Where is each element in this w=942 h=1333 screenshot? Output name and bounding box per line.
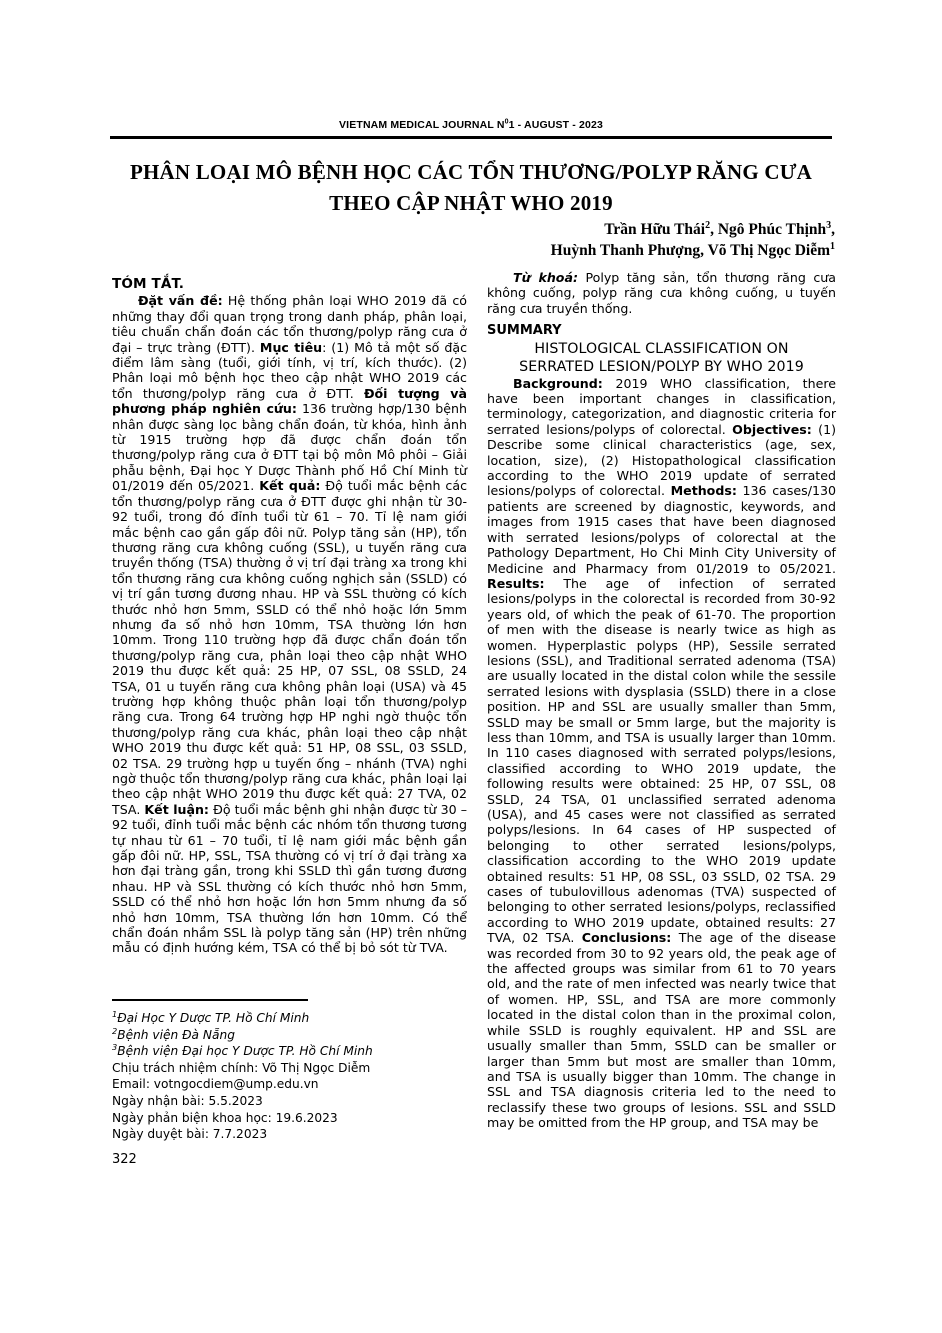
- date-received: Ngày nhận bài: 5.5.2023: [112, 1093, 263, 1108]
- affiliation-1: [112, 1010, 467, 1027]
- header-divider-rule: [110, 136, 832, 139]
- date-accepted: Ngày duyệt bài: 7.7.2023: [112, 1127, 268, 1142]
- footnote-divider-rule: [112, 999, 308, 1001]
- summary-label-objectives: Objectives:: [732, 421, 812, 437]
- running-head: [110, 119, 832, 131]
- summary-title-line-1: HISTOLOGICAL CLASSIFICATION ON: [534, 340, 789, 357]
- abstract-heading-vi: TÓM TẮT.: [112, 276, 185, 292]
- summary-text-results: The age of infection of serrated lesions/polyps in the colorectal is recorded from 30-92 years old, of which the peak of 61-70. The proportion of men with the disease is nearly twice as high as women. Hyperplastic polyps (HP), Sessile serrated lesions (SSL), and Traditional serrated adenoma (TSA) are usually located in the distal colon while the sessile serrated lesions with dysplasia (SSLD) there in a close position. HP and SSL are usually smaller than 5mm, SSLD may be small or 5mm large, but the majority is less than 10mm, and TSA is usually larger than 10mm. In 110 cases diagnosed with serrated polyps/lesions, classified according to WHO 2019 update, the following results were obtained: 25 HP, 07 SSL, 08 SSLD, 24 TSA, 01 unclassified serrated adenoma (USA), and 45 cases were not classified as serrated polyps/lesions. In 64 cases of HP suspected of belonging to other serrated lesions/polyps, classification according to the WHO 2019 update obtained results: 51 HP, 08 SSL, 03 SSLD, 02 TSA. 29 cases of tubulovillous adenomas (TVA) suspected of belonging to other serrated lesions/polyps, reclassified according to WHO 2019 update, obtained results: 27 TVA, 02 TSA.: [487, 575, 836, 946]
- author-list: [487, 219, 835, 261]
- corresponding-author: Chịu trách nhiệm chính: Võ Thị Ngọc Diễm: [112, 1060, 371, 1075]
- affiliation-2-text: Bệnh viện Đà Nẵng: [117, 1027, 235, 1042]
- summary-label-methods: Methods:: [670, 483, 737, 499]
- abstract-label-methods-vi: Đối tượng và phương pháp nghiên cứu:: [112, 385, 467, 417]
- abstract-label-background-vi: Đặt vấn đề:: [138, 293, 223, 309]
- keywords-vi: [487, 270, 836, 316]
- abstract-text-conclusions-vi: Độ tuổi mắc bệnh ghi nhận được từ 30 – 92 tuổi, đỉnh tuổi mắc bệnh các nhóm tổn thương tương tự nhau từ 61 – 70 tuổi, tỉ lệ nam giới mắc bệnh gần gấp đôi nữ. HP, SSL, TSA thường có vị trí ở đại tràng xa hơn đại tràng gần, trong khi SSLD thì gần tương đương nhau. HP và SSL thường có kích thước nhỏ hơn 5mm, SSLD có thể nhỏ hơn hoặc lớn hơn 5mm nhưng đa số nhỏ hơn 10mm, TSA thường lớn hơn 10mm. Có thể chẩn đoán nhầm SSL là polyp tăng sản (HP) trên những mẫu có định hướng kém, TSA có thể bị bỏ sót từ TVA.: [112, 801, 467, 956]
- abstract-label-conclusions-vi: Kết luận:: [144, 801, 209, 817]
- summary-text-background: 2019 WHO classification, there have been important changes in classification, terminology, categorization, and diagnostic criteria for serrated lesions/polyps of colorectal.: [487, 375, 836, 437]
- footnote-block: [112, 1010, 467, 1143]
- affiliation-marker-2: 2: [112, 1025, 118, 1036]
- affiliation-1-text: Đại Học Y Dược TP. Hồ Chí Minh: [117, 1011, 310, 1025]
- article-title-line-2: THEO CẬP NHẬT WHO 2019: [329, 191, 613, 215]
- keywords-label-vi: Từ khoá:: [513, 270, 578, 285]
- summary-text-conclusions: The age of the disease was recorded from 30 to 92 years old, the peak age of the affected groups was similar from 61 to 70 years old, and the rate of men infected was nearly twice that of women. HP, SSL, and TSA are more commonly located in the distal colon than in the proximal colon, while SSLD is roughly equivalent. HP and SSL are usually smaller than 5mm, SSLD can be smaller or larger than 5mm but most are smaller than 10mm, and TSA is usually bigger than 10mm. The change in SSL and TSA diagnosis criteria led to the need to reclassify these two groups of lesions. SSL and SSLD may be omitted from the HP group, and TSA may be: [487, 930, 836, 1131]
- page-number: 322: [112, 1152, 137, 1167]
- corresponding-email[interactable]: Email: votngocdiem@ump.edu.vn: [112, 1077, 319, 1092]
- abstract-text-methods-vi: 136 trường hợp/130 bệnh nhân được sàng lọc bằng chẩn đoán, từ khóa, hình ảnh từ 1915 trường hợp đã được chẩn đoán tổn thương/polyp răng cưa ở ĐTT tại bộ môn Mô phôi – Giải phẫu bệnh, Đại học Y Dược Thành phố Hồ Chí Minh từ 01/2019 đến 05/2021.: [112, 401, 467, 494]
- left-column: [112, 277, 467, 956]
- summary-heading-en: SUMMARY: [487, 323, 562, 339]
- author-line-1-trailing: ,: [831, 221, 835, 238]
- summary-text-objectives: (1) Describe some clinical characteristics (age, sex, location, size), (2) Histopathological classification according to the WHO 2019 update of serrated lesions/polyps of colorectal.: [487, 421, 837, 499]
- affiliation-3-text: Bệnh viện Đại học Y Dược TP. Hồ Chí Minh: [117, 1044, 373, 1059]
- author-affiliation-marker-3: 3: [826, 219, 832, 231]
- summary-label-results: Results:: [487, 575, 545, 591]
- article-title-line-1: PHÂN LOẠI MÔ BỆNH HỌC CÁC TỔN THƯƠNG/POLYP RĂNG CƯA: [129, 160, 813, 184]
- summary-body-en: [487, 376, 836, 1131]
- page-title: [110, 157, 832, 219]
- abstract-text-results-vi: Độ tuổi mắc bệnh các tổn thương/polyp răng cưa ở ĐTT được ghi nhận từ 30-92 tuổi, trong đó đỉnh tuổi từ 61 – 70. Tỉ lệ nam giới mắc bệnh cao gần gấp đôi nữ. Polyp tăng sản (HP), tổn thương răng cưa không cuống (SSL), u tuyến răng cưa truyền thống (TSA) thường ở vị trí đại tràng xa trong khi tổn thương răng cưa không cuống nghịch sản (SSLD) có vị trí gần tương đương nhau. HP và SSL thường có kích thước nhỏ hơn 5mm, SSLD có thể nhỏ hoặc lớn 5mm nhưng đa số nhỏ hơn 10mm, TSA thường lớn hơn 10mm. Trong 110 trường hợp đã được chẩn đoán tổn thương/polyp răng cưa, phân loại theo cập nhật WHO 2019 thu được kết quả: 25 HP, 07 SSL, 08 SSLD, 24 TSA, 01 u tuyến răng cưa không phân loại (USA) và 45 trường hợp không thuộc phân loại tổn thương/polyp răng cưa. Trong 64 trường hợp HP nghi ngờ thuộc tổn thương/polyp răng cưa khác, phân loại theo cập nhật WHO 2019 thu được kết quả: 51 HP, 08 SSL, 03 SSLD, 02 TSA. 29 trường hợp u tuyến ống – nhánh (TVA) nghi ngờ thuộc tổn thương/polyp răng cưa khác, phân loại lại theo cập nhật WHO 2019 thu được kết quả: 27 TVA, 02 TSA.: [112, 478, 467, 817]
- summary-title-en: [487, 340, 836, 376]
- author-name-2: , Ngô Phúc Thịnh: [710, 221, 827, 238]
- abstract-label-results-vi: Kết quả:: [259, 478, 321, 494]
- affiliation-marker-1: 1: [112, 1008, 118, 1019]
- abstract-text-objectives-vi: : (1) Mô tả một số đặc điểm lâm sàng (tuổi, giới tính, vị trí, kích thước). (2) Phân loại mô bệnh học theo cập nhật WHO 2019 các tổn thương/polyp răng cưa ở ĐTT.: [112, 339, 467, 401]
- author-name-3-4: Huỳnh Thanh Phượng, Võ Thị Ngọc Diễm: [550, 242, 830, 259]
- running-head-superscript: 0: [504, 118, 509, 126]
- summary-label-conclusions: Conclusions:: [581, 930, 672, 946]
- summary-text-methods: 136 cases/130 patients are screened by diagnostic, keywords, and images from 1915 cases that have been diagnosed with serrated lesions/polyps of colorectal at the Pathology Department, Ho Chi Minh City University of Medicine and Pharmacy from 01/2019 to 05/2021.: [487, 483, 836, 576]
- author-name-1: Trần Hữu Thái: [604, 221, 706, 238]
- abstract-body-vi: [112, 293, 467, 955]
- keywords-text-vi: Polyp tăng sản, tổn thương răng cưa không cuống, polyp răng cưa không cuống, u tuyến răng cưa truyền thống.: [487, 270, 836, 316]
- affiliation-marker-3: 3: [112, 1042, 118, 1053]
- summary-title-line-2: SERRATED LESION/POLYP BY WHO 2019: [519, 358, 804, 375]
- abstract-text-background-vi: Hệ thống phân loại WHO 2019 đã có những thay đổi quan trọng trong danh pháp, phân loại, tiêu chuẩn chẩn đoán các tổn thương/polyp răng cưa ở đại – trực tràng (ĐTT).: [112, 293, 467, 355]
- author-line-2: [487, 240, 835, 261]
- running-head-suffix: 1 - AUGUST - 2023: [508, 119, 603, 131]
- abstract-label-objectives-vi: Mục tiêu: [259, 339, 323, 355]
- running-head-prefix: VIETNAM MEDICAL JOURNAL N: [339, 119, 505, 131]
- author-affiliation-marker-1: 1: [830, 240, 835, 252]
- summary-label-background: Background:: [513, 375, 603, 391]
- author-affiliation-marker-2: 2: [705, 219, 711, 231]
- affiliation-2: [112, 1027, 467, 1044]
- right-column: [487, 270, 836, 1131]
- author-line-1: [487, 219, 835, 240]
- date-reviewed: Ngày phản biện khoa học: 19.6.2023: [112, 1110, 338, 1125]
- affiliation-3: [112, 1043, 467, 1060]
